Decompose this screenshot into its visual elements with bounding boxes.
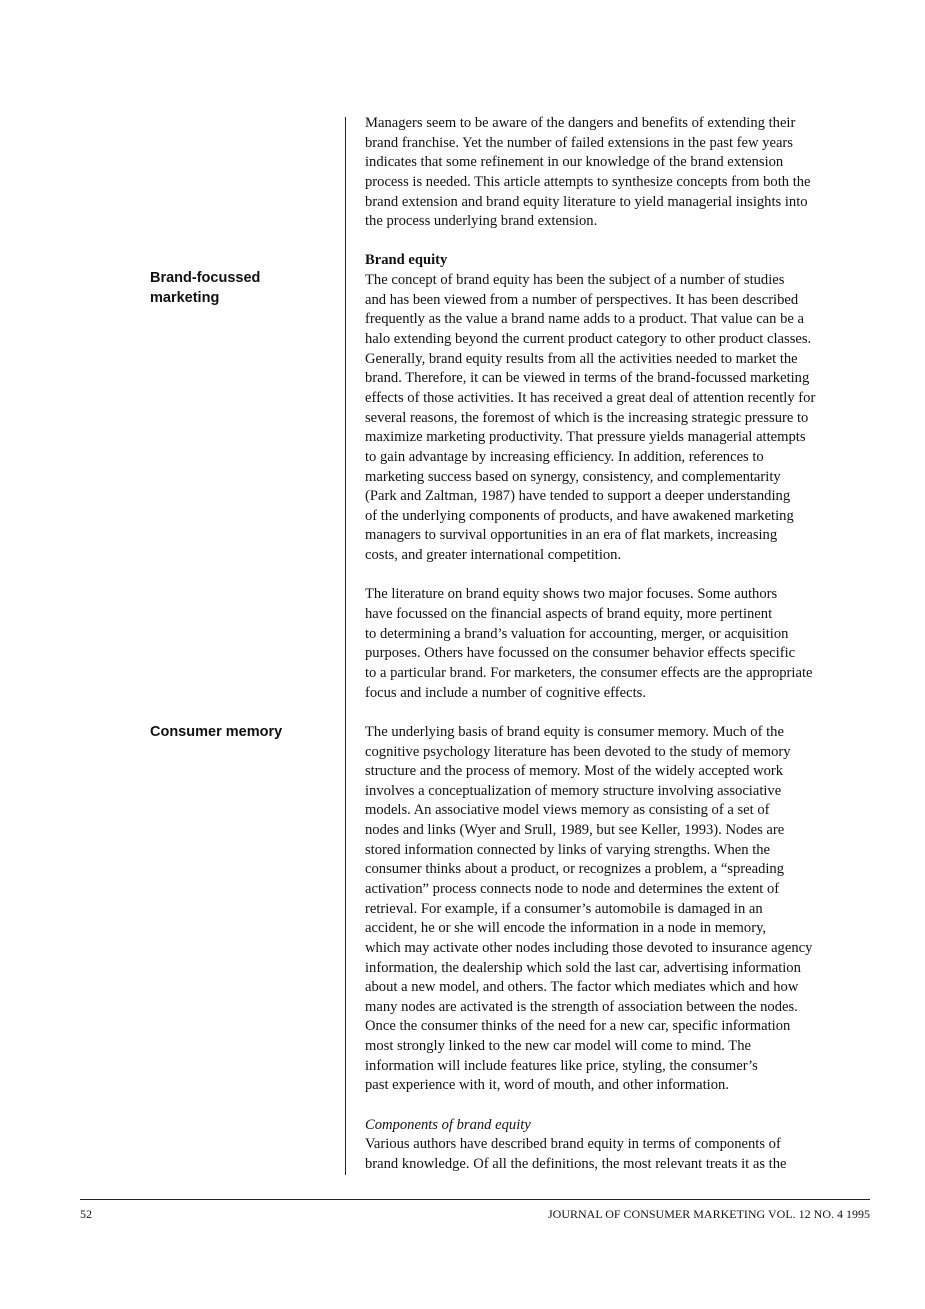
text-line: Managers seem to be aware of the dangers and benefits of extending their [365, 115, 796, 131]
text-line: consumer thinks about a product, or recognizes a problem, a “spreading [365, 861, 785, 878]
margin-note-brand-focussed [150, 269, 320, 308]
text-line: indicates that some refinement in our knowledge of the brand extension [365, 154, 784, 171]
margin-note-line: Brand-focussed [150, 270, 261, 286]
text-line: involves a conceptualization of memory structure involving associative [365, 782, 782, 799]
text-line: brand knowledge. Of all the definitions, the most relevant treats it as the [365, 1155, 787, 1172]
text-line: marketing success based on synergy, consistency, and complementarity [365, 468, 781, 485]
margin-note-line: Consumer memory [150, 724, 283, 740]
text-line: stored information connected by links of varying strengths. When the [365, 841, 771, 858]
text-line: (Park and Zaltman, 1987) have tended to support a deeper understanding [365, 488, 791, 505]
text-line: and has been viewed from a number of perspectives. It has been described [365, 291, 799, 308]
text-line: many nodes are activated is the strength of association between the nodes. [365, 998, 798, 1015]
column-divider [345, 117, 346, 1175]
text-line: Once the consumer thinks of the need for a new car, specific information [365, 1018, 791, 1035]
text-line: costs, and greater international competition. [365, 547, 622, 564]
text-line: which may activate other nodes including those devoted to insurance agency [365, 939, 813, 956]
text-line: The underlying basis of brand equity is consumer memory. Much of the [365, 723, 784, 740]
text-line: models. An associative model views memory as consisting of a set of [365, 802, 770, 819]
text-line: have focussed on the financial aspects of brand equity, more pertinent [365, 606, 773, 623]
text-line: cognitive psychology literature has been devoted to the study of memory [365, 743, 791, 760]
text-line: brand. Therefore, it can be viewed in terms of the brand-focussed marketing [365, 370, 810, 387]
consumer-memory-paragraph [365, 723, 885, 1096]
brand-equity-paragraph-2 [365, 585, 885, 703]
text-line: structure and the process of memory. Most of the widely accepted work [365, 763, 784, 780]
text-line: several reasons, the foremost of which is the increasing strategic pressure to [365, 409, 809, 426]
text-line: focus and include a number of cognitive effects. [365, 684, 646, 701]
text-line: information, the dealership which sold the last car, advertising information [365, 959, 801, 976]
text-line: halo extending beyond the current product category to other product classes. [365, 331, 812, 348]
text-line: The literature on brand equity shows two major focuses. Some authors [365, 586, 778, 603]
text-line: purposes. Others have focussed on the consumer behavior effects specific [365, 645, 796, 662]
text-line: to gain advantage by increasing efficiency. In addition, references to [365, 448, 764, 465]
text-line: nodes and links (Wyer and Srull, 1989, but see Keller, 1993). Nodes are [365, 822, 785, 839]
footer-rule [80, 1199, 870, 1200]
text-line: frequently as the value a brand name adds to a product. That value can be a [365, 311, 804, 328]
section-heading-brand-equity: Brand equity [365, 252, 448, 269]
text-line: maximize marketing productivity. That pressure yields managerial attempts [365, 429, 806, 446]
text-line: Various authors have described brand equity in terms of components of [365, 1136, 781, 1153]
text-line: to a particular brand. For marketers, the consumer effects are the appropriate [365, 664, 813, 681]
text-line: The concept of brand equity has been the subject of a number of studies [365, 272, 785, 289]
text-line: process is needed. This article attempts to synthesize concepts from both the [365, 173, 811, 190]
text-line: most strongly linked to the new car model will come to mind. The [365, 1038, 751, 1055]
text-line: to determining a brand’s valuation for accounting, merger, or acquisition [365, 625, 789, 642]
text-line: the process underlying brand extension. [365, 213, 598, 230]
text-line: accident, he or she will encode the information in a node in memory, [365, 920, 767, 937]
margin-note-line: marketing [150, 289, 220, 306]
text-line: brand franchise. Yet the number of failed extensions in the past few years [365, 134, 793, 151]
text-line: activation” process connects node to node and determines the extent of [365, 880, 780, 897]
subheading-components: Components of brand equity [365, 1116, 531, 1133]
body-text-column [365, 114, 885, 1175]
text-line: effects of those activities. It has received a great deal of attention recently for [365, 389, 816, 406]
text-line: information will include features like price, styling, the consumer’s [365, 1057, 758, 1074]
components-paragraph [365, 1135, 885, 1174]
text-line: retrieval. For example, if a consumer’s automobile is damaged in an [365, 900, 763, 917]
margin-note-consumer-memory [150, 723, 320, 743]
text-line: about a new model, and others. The factor which mediates which and how [365, 979, 799, 996]
journal-footer: JOURNAL OF CONSUMER MARKETING VOL. 12 NO. 4 1995 [547, 1207, 870, 1221]
brand-equity-paragraph-1 [365, 271, 885, 566]
text-line: managers to survival opportunities in an era of flat markets, increasing [365, 527, 778, 544]
text-line: Generally, brand equity results from all the activities needed to market the [365, 350, 798, 367]
text-line: of the underlying components of products, and have awakened marketing [365, 507, 794, 524]
intro-paragraph [365, 114, 885, 232]
text-line: brand extension and brand equity literature to yield managerial insights into [365, 193, 808, 210]
text-line: past experience with it, word of mouth, and other information. [365, 1077, 729, 1094]
page-number: 52 [80, 1207, 92, 1221]
